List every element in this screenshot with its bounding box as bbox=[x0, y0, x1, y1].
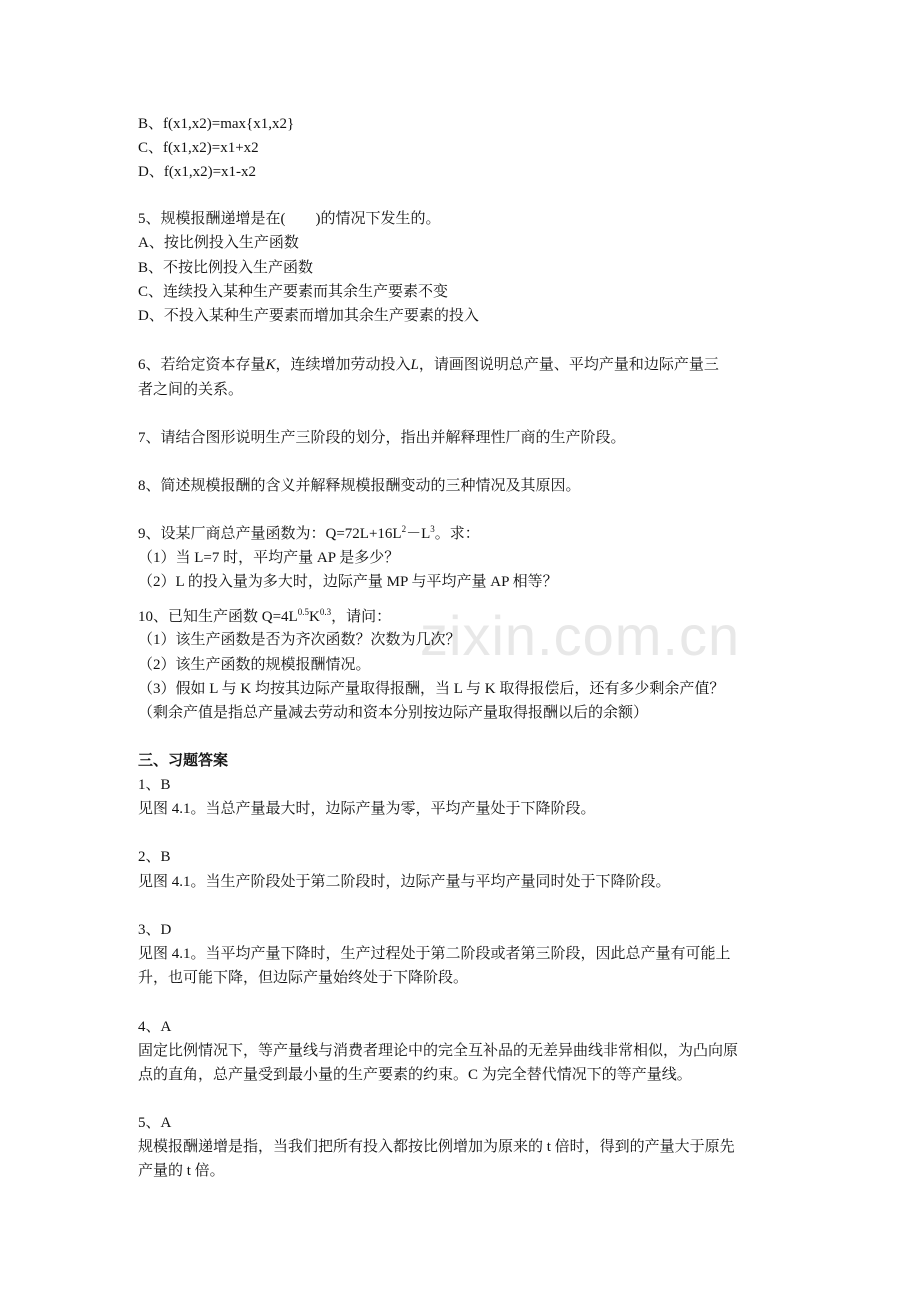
answer-1-text: 见图 4.1。当总产量最大时，边际产量为零，平均产量处于下降阶段。 bbox=[138, 801, 596, 817]
answer-3-line2: 升，也可能下降，但边际产量始终处于下降阶段。 bbox=[138, 970, 469, 986]
answers-heading: 三、习题答案 bbox=[138, 753, 229, 769]
q10-sub-2: （2）该生产函数的规模报酬情况。 bbox=[138, 657, 371, 673]
q5-option-d: D、不投入某种生产要素而增加其余生产要素的投入 bbox=[138, 308, 479, 324]
answer-5-line2: 产量的 t 倍。 bbox=[138, 1163, 225, 1179]
q10-stem bbox=[138, 607, 391, 627]
q5-option-a: A、按比例投入生产函数 bbox=[138, 235, 299, 251]
q9-sup-1: 2 bbox=[401, 524, 407, 534]
answer-4-key: 4、A bbox=[138, 1019, 172, 1035]
q4-option-d: D、f(x1,x2)=x1-x2 bbox=[138, 164, 257, 180]
q9-sup-2: 3 bbox=[430, 524, 435, 534]
q9-sub-2: （2）L 的投入量为多大时，边际产量 MP 与平均产量 AP 相等？ bbox=[138, 574, 558, 590]
q5-option-b: B、不按比例投入生产函数 bbox=[138, 260, 314, 276]
q8-text: 8、简述规模报酬的含义并解释规模报酬变动的三种情况及其原因。 bbox=[138, 478, 581, 494]
watermark: zixin.com.cn bbox=[420, 604, 741, 667]
q6-text-3: ，请画图说明总产量、平均产量和边际产量三 bbox=[418, 357, 719, 373]
answer-1-key: 1、B bbox=[138, 777, 171, 793]
answer-4-line1: 固定比例情况下，等产量线与消费者理论中的完全互补品的无差异曲线非常相似，为凸向原 bbox=[138, 1043, 739, 1059]
q9-stem bbox=[138, 524, 480, 544]
q10-sup-2: 0.3 bbox=[319, 607, 332, 617]
q6-line1 bbox=[138, 355, 719, 375]
q9-sub-1: （1）当 L=7 时，平均产量 AP 是多少？ bbox=[138, 550, 400, 566]
answer-3-key: 3、D bbox=[138, 922, 172, 938]
q6-var-l: L bbox=[410, 357, 419, 373]
q10-sub-1: （1）该生产函数是否为齐次函数？次数为几次？ bbox=[138, 632, 461, 648]
q10-text-3: ，请问： bbox=[331, 609, 392, 625]
q5-option-c: C、连续投入某种生产要素而其余生产要素不变 bbox=[138, 284, 449, 300]
q6-text-2: ，连续增加劳动投入 bbox=[275, 357, 411, 373]
q7-text: 7、请结合图形说明生产三阶段的划分，指出并解释理性厂商的生产阶段。 bbox=[138, 430, 626, 446]
q10-sub-3: （3）假如 L 与 K 均按其边际产量取得报酬，当 L 与 K 取得报偿后，还有多少剩余产值？ bbox=[138, 681, 725, 697]
q9-text-1: 9、设某厂商总产量函数为：Q=72L+16L bbox=[138, 526, 402, 542]
q6-var-k: K bbox=[265, 357, 276, 373]
q5-stem: 5、规模报酬递增是在( )的情况下发生的。 bbox=[138, 211, 441, 227]
q6-text-1: 6、若给定资本存量 bbox=[138, 357, 266, 373]
q6-line2: 者之间的关系。 bbox=[138, 382, 244, 398]
q9-text-3: 。求： bbox=[434, 526, 480, 542]
answer-2-key: 2、B bbox=[138, 849, 171, 865]
q10-text-1: 10、已知生产函数 Q=4L bbox=[138, 609, 298, 625]
q10-sub-4: （剩余产值是指总产量减去劳动和资本分别按边际产量取得报酬以后的余额） bbox=[138, 705, 649, 721]
q9-text-2: －L bbox=[406, 526, 431, 542]
q4-option-b: B、f(x1,x2)=max{x1,x2} bbox=[138, 116, 295, 132]
answer-4-line2: 点的直角，总产量受到最小量的生产要素的约束。C 为完全替代情况下的等产量线。 bbox=[138, 1067, 692, 1083]
q4-option-c: C、f(x1,x2)=x1+x2 bbox=[138, 140, 259, 156]
answer-5-key: 5、A bbox=[138, 1115, 172, 1131]
answer-2-text: 见图 4.1。当生产阶段处于第二阶段时，边际产量与平均产量同时处于下降阶段。 bbox=[138, 874, 671, 890]
answer-3-line1: 见图 4.1。当平均产量下降时，生产过程处于第二阶段或者第三阶段，因此总产量有可能上 bbox=[138, 946, 731, 962]
q10-text-2: K bbox=[308, 609, 320, 625]
answer-5-line1: 规模报酬递增是指，当我们把所有投入都按比例增加为原来的 t 倍时，得到的产量大于原先 bbox=[138, 1139, 735, 1155]
q10-sup-1: 0.5 bbox=[297, 607, 309, 617]
